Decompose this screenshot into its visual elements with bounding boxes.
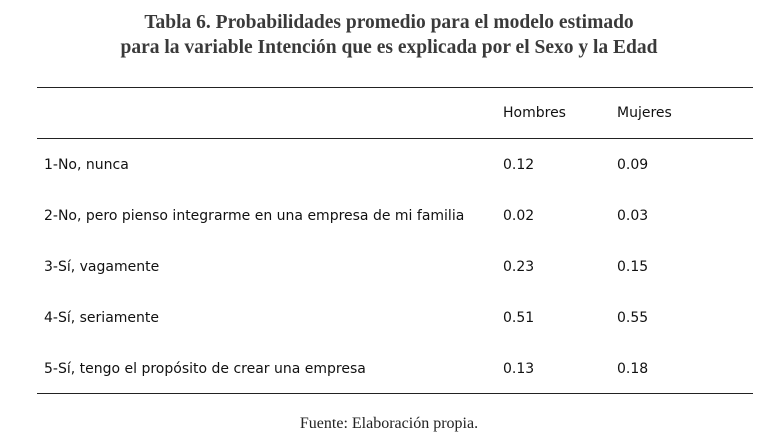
row-label: 4-Sí, seriamente xyxy=(44,310,159,326)
row-label: 5-Sí, tengo el propósito de crear una empresa xyxy=(44,361,366,377)
cell-hombres: 0.13 xyxy=(503,361,535,377)
table-top-rule xyxy=(37,87,753,88)
column-header-mujeres: Mujeres xyxy=(617,105,672,121)
cell-mujeres: 0.15 xyxy=(617,259,649,275)
cell-mujeres: 0.09 xyxy=(617,157,649,173)
cell-hombres: 0.23 xyxy=(503,259,535,275)
table-bottom-rule xyxy=(37,393,753,394)
row-label: 3-Sí, vagamente xyxy=(44,259,160,275)
cell-mujeres: 0.03 xyxy=(617,208,649,224)
cell-hombres: 0.12 xyxy=(503,157,535,173)
table-title xyxy=(0,10,778,60)
cell-mujeres: 0.55 xyxy=(617,310,649,326)
cell-mujeres: 0.18 xyxy=(617,361,649,377)
table-title-line-2: para la variable Intención que es explicada por el Sexo y la Edad xyxy=(120,37,658,58)
source-note: Fuente: Elaboración propia. xyxy=(299,415,479,432)
table-header-rule xyxy=(37,138,753,139)
cell-hombres: 0.51 xyxy=(503,310,535,326)
row-label: 1-No, nunca xyxy=(44,157,129,173)
table-title-line-1: Tabla 6. Probabilidades promedio para el modelo estimado xyxy=(144,12,634,33)
row-label: 2-No, pero pienso integrarme en una empresa de mi familia xyxy=(44,208,465,224)
column-header-hombres: Hombres xyxy=(503,105,566,121)
cell-hombres: 0.02 xyxy=(503,208,535,224)
